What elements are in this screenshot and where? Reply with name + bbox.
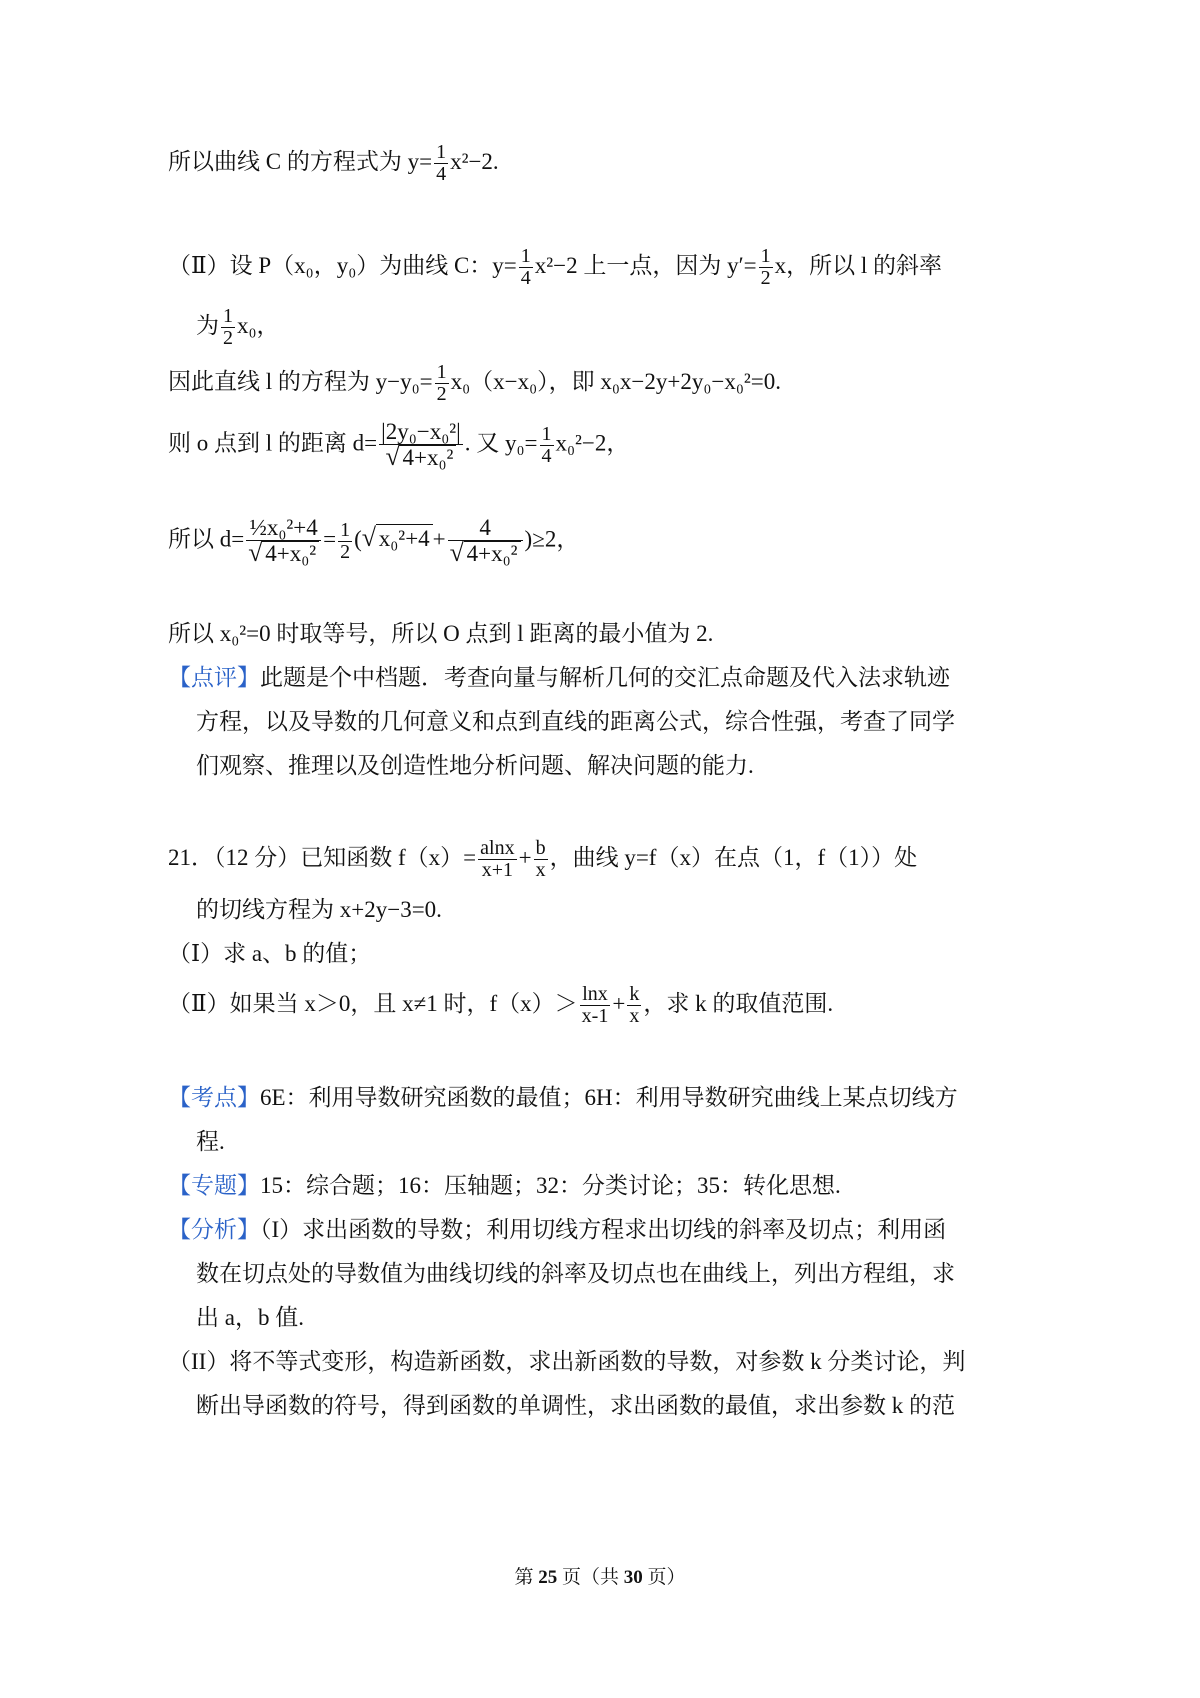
fraction: $\frac{1}{4}$ [436,141,447,185]
line-distance: 则 o 点到 l 的距离 d= |2y₀−x₀²| √ 4+x₀² . 又 y₀= $\frac{1}{4}$ x₀²−2， [168,419,630,472]
fraction: $\frac{1}{2}$ [760,245,771,289]
zhuanti-tag: 【专题】 [168,1173,260,1198]
comment-line-3: 们观察、推理以及创造性地分析问题、解决问题的能力. [196,753,754,778]
fraction: $\frac{1}{2}$ [436,361,447,405]
fraction: $\frac{k}{x}$ [629,983,640,1027]
fraction: $\frac{alnx}{x+1}$ [480,837,515,881]
fenxi-line-5: 断出导函数的符号，得到函数的单调性，求出函数的最值，求出参数 k 的范 [196,1393,955,1418]
line-tangent-equation: 因此直线 l 的方程为 y−y₀= $\frac{1}{2}$ x₀（x−x₀），即 x₀x−2y+2y₀−x₀²=0. [168,361,781,405]
comment-line-2: 方程，以及导数的几何意义和点到直线的距离公式，综合性强，考查了同学 [196,709,955,734]
fraction: $\frac{1}{2}$ [223,305,233,349]
line-distance-inequality: 所以 d= ½x₀²+4 √ 4+x₀² = $\frac{1}{2}$ ( √ x₀²+4 + 4 √ 4+x₀² )≥2， [168,515,580,568]
kaodian-line-2: 程. [196,1129,225,1154]
fenxi-line-3: 出 a，b 值. [196,1305,304,1330]
fraction: $\frac{\ln x}{x-1}$ [581,983,609,1027]
fenxi-tag: 【分析】 [168,1217,260,1242]
line-slope: 为 $\frac{1}{2}$ x₀， [196,305,280,349]
fenxi-line-4: （II）将不等式变形，构造新函数，求出新函数的导数，对参数 k 分类讨论，判 [168,1349,966,1374]
page-total: 30 [623,1567,643,1588]
page-footer: 第 25 页（共 30 页） [514,1567,686,1588]
kaodian-line-1: 【考点】6E：利用导数研究函数的最值；6H：利用导数研究曲线上某点切线方 [168,1085,958,1110]
question-21-line-2: 的切线方程为 x+2y−3=0. [196,897,442,922]
fraction: $\frac{1}{2}$ [340,518,351,563]
fraction: 4 √ 4+x₀² [448,516,523,566]
sqrt: √ 4+x₀² [248,541,319,566]
sqrt: √ x₀²+4 [362,524,433,554]
question-21-part-2: （Ⅱ）如果当 x＞0，且 x≠1 时，f（x）＞ $\frac{\ln x}{x-1}$ + $\frac{k}{x}$ ，求 k 的取值范围. [168,983,834,1027]
fraction: $\frac{b}{x}$ [535,837,546,881]
kaodian-tag: 【考点】 [168,1085,260,1110]
fraction: $\frac{1}{4}$ [520,245,531,289]
sqrt: √ 4+x₀² [385,445,456,470]
zhuanti-line: 【专题】15：综合题；16：压轴题；32：分类讨论；35：转化思想. [168,1173,841,1198]
sqrt: √ 4+x₀² [450,541,521,566]
page-number: 25 [538,1567,558,1588]
line-curve-equation: 所以曲线 C 的方程式为 y= $\frac{1}{4}$ x²−2. [168,141,499,185]
question-21-line-1: 21．（12 分）已知函数 f（x）= $\frac{alnx}{x+1}$ + $\frac{b}{x}$ ，曲线 y=f（x）在点（1，f（1））处 [168,837,918,881]
fenxi-line-2: 数在切点处的导数值为曲线切线的斜率及切点也在曲线上，列出方程组，求 [196,1261,955,1286]
comment-line-1: 【点评】此题是个中档题．考查向量与解析几何的交汇点命题及代入法求轨迹 [168,665,950,690]
fraction: ½x₀²+4 √ 4+x₀² [246,516,321,566]
question-21-part-1: （Ⅰ）求 a、b 的值； [168,941,372,966]
fenxi-line-1: 【分析】（I）求出函数的导数；利用切线方程求出切线的斜率及切点；利用函 [168,1217,947,1242]
distance-fraction: |2y₀−x₀²| √ 4+x₀² [381,419,461,472]
line-conclusion: 所以 x₀²=0 时取等号，所以 O 点到 l 距离的最小值为 2. [168,621,714,646]
fraction: $\frac{1}{4}$ [541,422,552,467]
line-part2-intro: （Ⅱ）设 P（x₀，y₀）为曲线 C：y= $\frac{1}{4}$ x²−2 上一点，因为 y′= $\frac{1}{2}$ x，所以 l 的斜率 [168,245,943,289]
comment-tag: 【点评】 [168,665,260,690]
